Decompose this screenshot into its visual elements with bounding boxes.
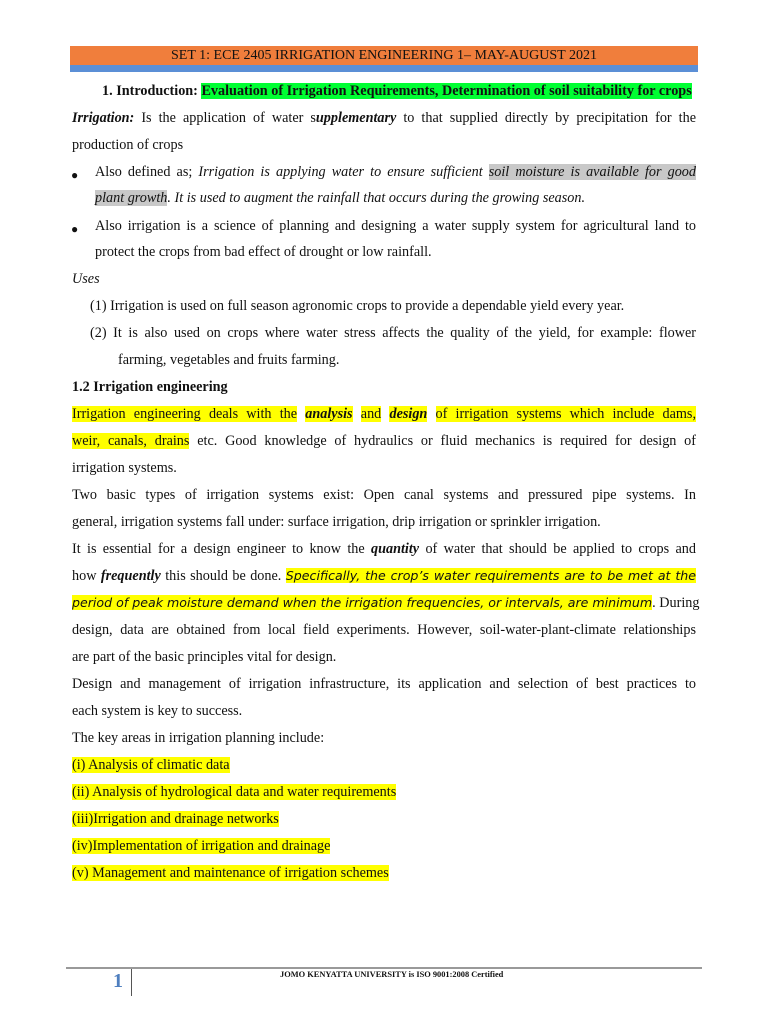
s12-p1-line-3: irrigation systems. (72, 460, 177, 476)
s12-p2-line-2: general, irrigation systems fall under: surface irrigation, drip irrigation or sprinkler irrigation. (72, 514, 601, 530)
s12-p3-line-1 (72, 541, 696, 558)
irrigation-def-text-b: to that supplied directly by precipitation for the (403, 110, 697, 126)
s12-p2-line-1: Two basic types of irrigation systems exist: Open canal systems and pressured pipe systems. In (72, 487, 696, 503)
footer-rule (66, 967, 702, 969)
key-area-2-text: (ii) Analysis of hydrological data and water requirements (72, 784, 397, 800)
s12-p1-b: analysis (305, 406, 353, 422)
s12-p1-f: weir, canals, drains (72, 433, 190, 449)
section-1-2-heading: 1.2 Irrigation engineering (72, 379, 228, 395)
header-bar (70, 46, 698, 65)
s12-p3-e: frequently (100, 568, 161, 584)
s12-p3-g: Specifically, the crop’s water requirements are to be met at the (285, 568, 697, 583)
intro-heading-number: 1. Introduction: (102, 83, 198, 99)
key-area-1 (72, 757, 230, 774)
irrigation-def-text-c: production of crops (72, 137, 184, 153)
bullet-2-a: Also irrigation is a science of planning and designing a water supply system for agricultural land to (95, 218, 696, 234)
s12-p3-line-4: design, data are obtained from local field experiments. However, soil-water-plant-climate relationships (72, 622, 696, 638)
key-area-3 (72, 811, 279, 828)
s12-p1-d: design (389, 406, 428, 422)
header-accent-bar (70, 65, 698, 72)
s12-p3-line-3 (72, 595, 699, 612)
s12-p1-a: Irrigation engineering deals with the (72, 406, 298, 422)
s12-p3-f: this should be done. (165, 568, 282, 584)
key-area-5-text: (v) Management and maintenance of irrigation schemes (72, 865, 389, 881)
bullet-icon: ● (71, 222, 79, 236)
s12-p3-b: quantity (371, 541, 420, 557)
bullet-1-e: . It is used to augment the rainfall that occurs during the growing season. (167, 190, 586, 206)
bullet-1-b: Irrigation is applying water to ensure sufficient (198, 164, 483, 180)
s12-p3-d: how (72, 568, 97, 584)
bullet-1-d: plant growth (95, 190, 168, 206)
irrigation-def-text-a: Is the application of water s (141, 110, 316, 126)
irrigation-term: Irrigation: (72, 110, 135, 126)
page-number: 1 (113, 970, 123, 992)
s12-p1-c: and (360, 406, 382, 422)
s12-p3-c: of water that should be applied to crops and (425, 541, 696, 557)
s12-p1-line-1 (72, 406, 696, 423)
s12-p1-line-2 (72, 433, 696, 450)
s12-p4-line-2: each system is key to success. (72, 703, 243, 719)
uses-item-2-continued: farming, vegetables and fruits farming. (118, 352, 340, 368)
s12-p3-i: . During (652, 595, 700, 611)
footer-text: JOMO KENYATTA UNIVERSITY is ISO 9001:2008 Certified (280, 970, 504, 979)
intro-heading (102, 83, 692, 100)
irrigation-def-emph: upplementary (315, 110, 397, 126)
bullet-2-line-2 (95, 244, 432, 261)
s12-p3-line-2 (72, 568, 696, 585)
bullet-1-line-1 (95, 164, 696, 181)
uses-label: Uses (72, 271, 100, 287)
s12-p3-line-5: are part of the basic principles vital for design. (72, 649, 337, 665)
bullet-2-b: protect the crops from bad effect of drought or low rainfall. (95, 244, 432, 260)
key-area-4-text: (iv)Implementation of irrigation and drainage (72, 838, 331, 854)
s12-p1-e: of irrigation systems which include dams, (435, 406, 696, 422)
bullet-2-line-1 (95, 218, 696, 235)
bullet-1-c: soil moisture is available for good (488, 164, 696, 180)
s12-p5: The key areas in irrigation planning include: (72, 730, 325, 746)
irrigation-definition-line-2 (72, 137, 183, 154)
bullet-1-a: Also defined as; (95, 164, 193, 180)
bullet-icon: ● (71, 168, 79, 182)
key-area-2 (72, 784, 396, 801)
uses-item-2: (2) It is also used on crops where water stress affects the quality of the yield, for example: flower (90, 325, 696, 341)
irrigation-definition-line-1 (72, 110, 696, 127)
s12-p3-h: period of peak moisture demand when the irrigation frequencies, or intervals, are minimum (72, 595, 653, 610)
page-number-divider (131, 969, 132, 996)
s12-p1-g: etc. Good knowledge of hydraulics or fluid mechanics is required for design of (197, 433, 697, 449)
header-title: SET 1: ECE 2405 IRRIGATION ENGINEERING 1– MAY-AUGUST 2021 (171, 48, 597, 63)
key-area-4 (72, 838, 330, 855)
s12-p3-a: It is essential for a design engineer to know the (72, 541, 365, 557)
key-area-3-text: (iii)Irrigation and drainage networks (72, 811, 279, 827)
key-area-1-text: (i) Analysis of climatic data (72, 757, 230, 773)
key-area-5 (72, 865, 389, 882)
bullet-1-line-2 (95, 190, 585, 207)
intro-heading-highlight: Evaluation of Irrigation Requirements, Determination of soil suitability for crops (201, 83, 692, 99)
uses-item-1: (1) Irrigation is used on full season agronomic crops to provide a dependable yield every year. (90, 298, 625, 314)
s12-p4-line-1: Design and management of irrigation infrastructure, its application and selection of best practices to (72, 676, 696, 692)
